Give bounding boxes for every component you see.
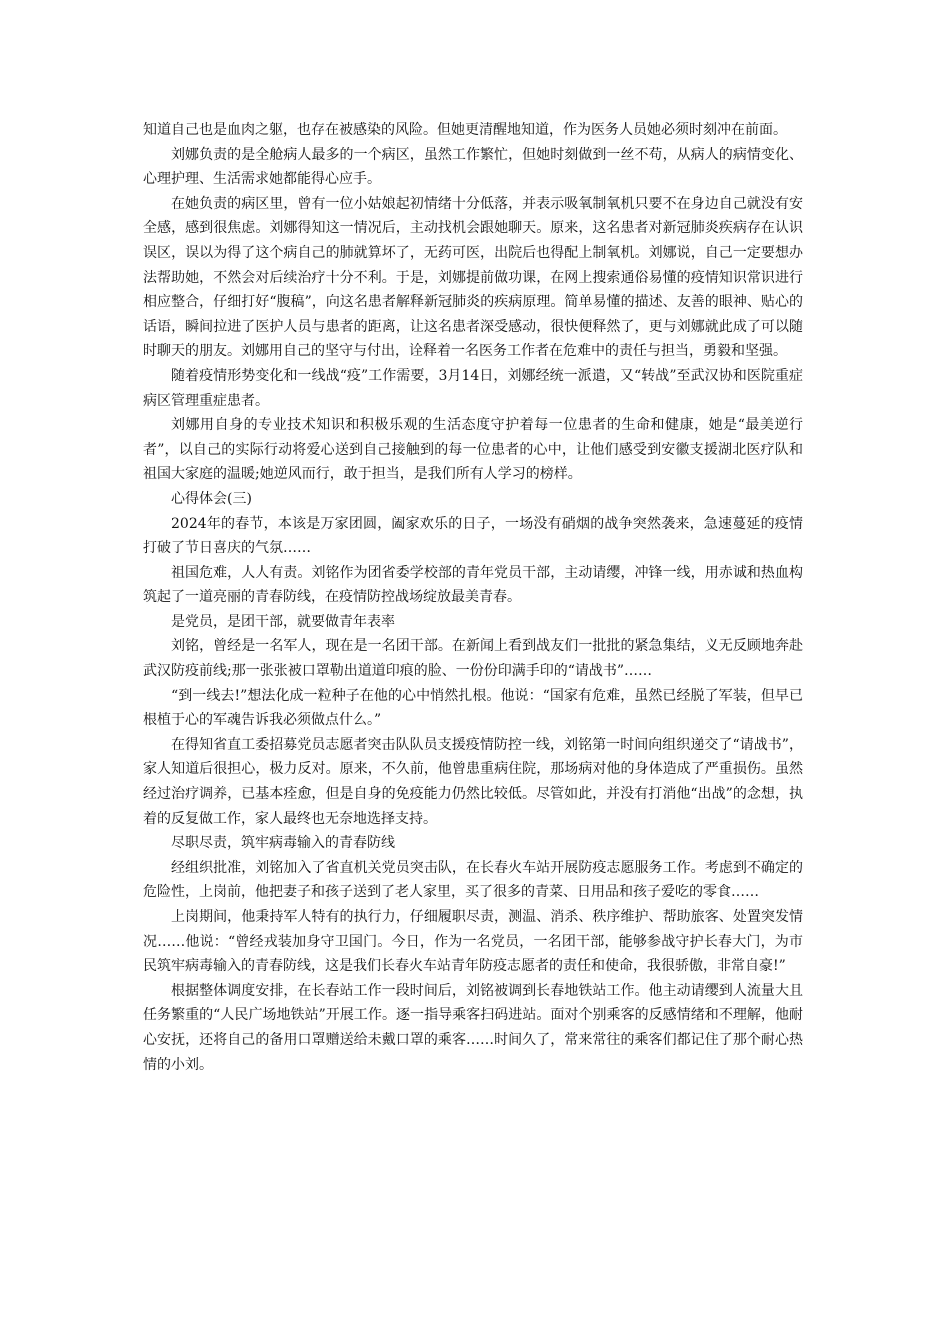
paragraph-9: “到一线去!”想法化成一粒种子在他的心中悄然扎根。他说：“国家有危难，虽然已经脱了军装，但早已根植于心的军魂告诉我必须做点什么。” — [143, 687, 803, 729]
paragraph-11: 经组织批准，刘铭加入了省直机关党员突击队，在长春火车站开展防疫志愿服务工作。考虑到不确定的危险性，上岗前，他把妻子和孩子送到了老人家里，买了很多的青菜、日用品和孩子爱吃的零食…… — [143, 859, 803, 901]
subheading-1: 是党员，是团干部，就要做青年表率 — [171, 613, 395, 630]
document-page — [143, 118, 803, 1077]
paragraph-4: 随着疫情形势变化和一线战“疫”工作需要，3月14日，刘娜经统一派遣，又“转战”至武汉协和医院重症病区管理重症患者。 — [143, 367, 803, 409]
paragraph-13: 根据整体调度安排，在长春站工作一段时间后，刘铭被调到长春地铁站工作。他主动请缨到人流量大且任务繁重的“人民广场地铁站”开展工作。逐一指导乘客扫码进站。面对个别乘客的反感情绪和不理解，他耐心安抚，还将自己的备用口罩赠送给未戴口罩的乘客……时间久了，常来常往的乘客们都记住了那个耐心热情的小刘。 — [143, 982, 803, 1073]
subheading-2: 尽职尽责，筑牢病毒输入的青春防线 — [171, 835, 395, 852]
section-heading-3: 心得体会(三) — [171, 490, 252, 507]
paragraph-5: 刘娜用自身的专业技术知识和积极乐观的生活态度守护着每一位患者的生命和健康，她是“最美逆行者”，以自己的实际行动将爱心送到自己接触到的每一位患者的心中，让他们感受到安徽支援湖北医疗队和祖国大家庭的温暖;她逆风而行，敢于担当，是我们所有人学习的榜样。 — [143, 417, 803, 483]
paragraph-2: 刘娜负责的是全舱病人最多的一个病区，虽然工作繁忙，但她时刻做到一丝不苟，从病人的病情变化、心理护理、生活需求她都能得心应手。 — [143, 146, 803, 188]
paragraph-7: 祖国危难，人人有责。刘铭作为团省委学校部的青年党员干部，主动请缨，冲锋一线，用赤诚和热血构筑起了一道亮丽的青春防线，在疫情防控战场绽放最美青春。 — [143, 564, 803, 606]
paragraph-8: 刘铭，曾经是一名军人，现在是一名团干部。在新闻上看到战友们一批批的紧急集结，义无反顾地奔赴武汉防疫前线;那一张张被口罩勒出道道印痕的脸、一份份印满手印的“请战书”…… — [143, 638, 803, 680]
paragraph-12: 上岗期间，他秉持军人特有的执行力，仔细履职尽责，测温、消杀、秩序维护、帮助旅客、处置突发情况……他说：“曾经戎装加身守卫国门。今日，作为一名党员，一名团干部，能够参战守护长春大门，为市民筑牢病毒输入的青春防线，这是我们长春火车站青年防疫志愿者的责任和使命，我很骄傲，非常自豪!” — [143, 909, 803, 975]
paragraph-1: 知道自己也是血肉之躯，也存在被感染的风险。但她更清醒地知道，作为医务人员她必须时刻冲在前面。 — [143, 122, 787, 138]
paragraph-10: 在得知省直工委招募党员志愿者突击队队员支援疫情防控一线，刘铭第一时间向组织递交了“请战书”，家人知道后很担心，极力反对。原来，不久前，他曾患重病住院，那场病对他的身体造成了严重损伤。虽然经过治疗调养，已基本痊愈，但是自身的免疫能力仍然比较低。尽管如此，并没有打消他“出战”的念想，执着的反复做工作，家人最终也无奈地选择支持。 — [143, 736, 803, 827]
paragraph-3: 在她负责的病区里，曾有一位小姑娘起初情绪十分低落，并表示吸氧制氧机只要不在身边自己就没有安全感，感到很焦虑。刘娜得知这一情况后，主动找机会跟她聊天。原来，这名患者对新冠肺炎疾病存在认识误区，误以为得了这个病自己的肺就算坏了，无药可医，出院后也得配上制氧机。刘娜说，自己一定要想办法帮助她，不然会对后续治疗十分不利。于是，刘娜提前做功课，在网上搜索通俗易懂的疫情知识常识进行相应整合，仔细打好“腹稿”，向这名患者解释新冠肺炎的疾病原理。简单易懂的描述、友善的眼神、贴心的话语，瞬间拉进了医护人员与患者的距离，让这名患者深受感动，很快便释然了，更与刘娜就此成了可以随时聊天的朋友。刘娜用自己的坚守与付出，诠释着一名医务工作者在危难中的责任与担当，勇毅和坚强。 — [143, 195, 803, 360]
paragraph-6: 2024年的春节，本该是万家团圆，阖家欢乐的日子，一场没有硝烟的战争突然袭来，急速蔓延的疫情打破了节日喜庆的气氛…… — [143, 515, 803, 557]
